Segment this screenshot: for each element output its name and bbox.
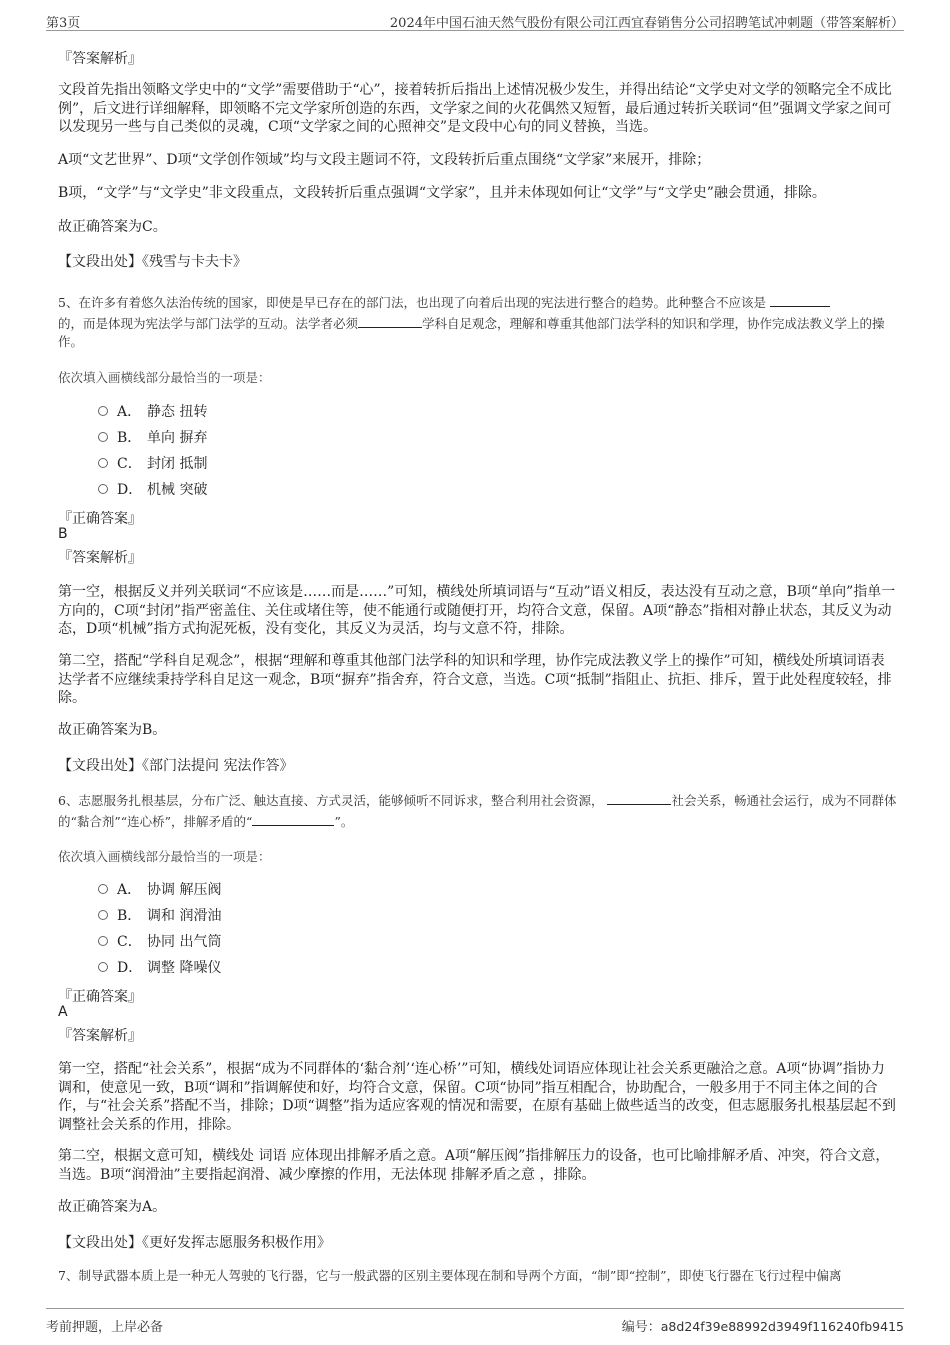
q5-instruction: 依次填入画横线部分最恰当的一项是： xyxy=(58,370,271,385)
q6-source: 【文段出处】《更好发挥志愿服务积极作用》 xyxy=(58,1235,331,1251)
q5-stem xyxy=(58,292,898,352)
q5-stem-part1: 5、在许多有着悠久法治传统的国家，即使是早已存在的部门法，也出现了向着后出现的宪法进行整合的趋势。此种整合不应该是 xyxy=(58,295,766,310)
q4-conclusion: 故正确答案为C。 xyxy=(58,219,167,235)
q7-stem: 7、制导武器本质上是一种无人驾驶的飞行器，它与一般武器的区别主要体现在制和导两个方面，“制”即“控制”，即使飞行器在飞行过程中偏离 xyxy=(58,1268,842,1283)
q6-stem-part2: 社会关系，畅通社会运行，成为不同群体的“黏合剂”“连心桥”，排解矛盾的“ xyxy=(58,793,897,829)
q6-blank-2 xyxy=(252,811,334,826)
q6-analysis-p1: 第一空，搭配“社会关系”，根据“成为不同群体的‘黏合剂’‘连心桥’”可知，横线处词语应体现让社会关系更融洽之意。A项“协调”指协力调和，使意见一致，B项“调和”指调解使和好，均符合文意，保留。C项“协同”指互相配合，协助配合，一般多用于不同主体之间的合作，与“社会关系”搭配不当，排除；D项“调整”指为适应客观的情况和需要，在原有基础上做些适当的改变，但志愿服务扎根基层起不到调整社会关系的作用，排除。 xyxy=(58,1061,896,1133)
document-title: 2024年中国石油天然气股份有限公司江西宜春销售分公司招聘笔试冲刺题（带答案解析） xyxy=(389,16,904,31)
q5-stem-part2: 的，而是体现为宪法学与部门法学的互动。法学者必须 xyxy=(58,315,359,331)
radio-icon[interactable] xyxy=(98,458,108,468)
radio-icon[interactable] xyxy=(98,432,108,442)
radio-icon[interactable] xyxy=(98,936,108,946)
option-letter: A． xyxy=(117,404,142,420)
option-text: 机械 突破 xyxy=(147,482,208,498)
q5-blank-1 xyxy=(770,292,830,307)
radio-icon[interactable] xyxy=(98,962,108,972)
q6-option-a[interactable] xyxy=(98,879,221,899)
q4-analysis-tag: 『答案解析』 xyxy=(58,51,142,67)
q6-analysis-tag: 『答案解析』 xyxy=(58,1028,142,1044)
option-letter: C． xyxy=(117,934,142,950)
q6-stem-part1: 6、志愿服务扎根基层，分布广泛、触达直接、方式灵活，能够倾听不同诉求，整合利用社会资源， xyxy=(58,793,604,808)
option-text: 协调 解压阀 xyxy=(147,882,222,898)
radio-icon[interactable] xyxy=(98,484,108,494)
q5-analysis-tag: 『答案解析』 xyxy=(58,550,142,566)
q5-analysis-p2: 第二空，搭配“学科自足观念”，根据“理解和尊重其他部门法学科的知识和学理，协作完成法教义学上的操作”可知，横线处所填词语表达学者不应继续秉持学科自足这一观念，B项“摒弃”指舍弃，符合文意，当选。C项“抵制”指阻止、抗拒、排斥，置于此处程度较轻，排除。 xyxy=(58,653,892,706)
q5-option-b[interactable] xyxy=(98,427,207,447)
radio-icon[interactable] xyxy=(98,910,108,920)
q5-stem-part3: 学科自足观念，理解和尊重其他部门法学科的知识和学理，协作完成法教义学上的操作。 xyxy=(58,315,885,349)
q5-option-c[interactable] xyxy=(98,453,207,473)
q5-correct-tag: 『正确答案』 xyxy=(58,511,142,527)
option-text: 静态 扭转 xyxy=(147,404,208,420)
option-text: 单向 摒弃 xyxy=(147,430,208,446)
q6-blank-1 xyxy=(607,790,671,805)
page-number: 第3页 xyxy=(46,16,81,31)
option-letter: D． xyxy=(117,960,143,976)
option-letter: B． xyxy=(117,430,142,446)
q6-answer: A xyxy=(58,1004,68,1020)
option-text: 封闭 抵制 xyxy=(147,456,208,472)
q5-conclusion: 故正确答案为B。 xyxy=(58,722,167,738)
option-letter: B． xyxy=(117,908,142,924)
q5-answer: B xyxy=(58,526,68,542)
q6-analysis-p2: 第二空，根据文意可知，横线处 词语 应体现出排解矛盾之意。A项“解压阀”指排解压力的设备，也可比喻排解矛盾、冲突，符合文意，当选。B项“润滑油”主要指起润滑、减少摩擦的作用，无法体现 排解矛盾之意 ，排除。 xyxy=(58,1148,890,1183)
footer-code-value: a8d24f39e88992d3949f116240fb9415 xyxy=(660,1319,904,1334)
q6-option-d[interactable] xyxy=(98,957,221,977)
q6-correct-tag: 『正确答案』 xyxy=(58,989,142,1005)
q5-analysis-p1: 第一空，根据反义并列关联词“不应该是……而是……”可知，横线处所填词语与“互动”语义相反，表达没有互动之意，B项“单向”指单一方向的，C项“封闭”指严密盖住、关住或堵住等，使不能通行或随便打开，均符合文意，保留。A项“静态”指相对静止状态，其反义为动态，D项“机械”指方式拘泥死板，没有变化，其反义为灵活，均与文意不符，排除。 xyxy=(58,584,896,637)
q6-option-b[interactable] xyxy=(98,905,221,925)
q4-source: 【文段出处】《残雪与卡夫卡》 xyxy=(58,254,247,270)
footer-code-label: 编号： xyxy=(621,1320,661,1335)
q6-instruction: 依次填入画横线部分最恰当的一项是： xyxy=(58,849,271,864)
q6-conclusion: 故正确答案为A。 xyxy=(58,1199,167,1215)
q6-option-c[interactable] xyxy=(98,931,221,951)
q5-source: 【文段出处】《部门法提问 宪法作答》 xyxy=(58,758,294,774)
q5-blank-2 xyxy=(358,313,422,328)
radio-icon[interactable] xyxy=(98,406,108,416)
option-letter: D． xyxy=(117,482,143,498)
footer-slogan: 考前押题，上岸必备 xyxy=(46,1320,164,1335)
q4-analysis-p2: A项“文艺世界”、D项“文学创作领域”均与文段主题词不符，文段转折后重点围绕“文学家”来展开，排除； xyxy=(58,152,711,168)
page-footer xyxy=(46,1308,904,1333)
q6-stem xyxy=(58,790,898,831)
q5-option-d[interactable] xyxy=(98,479,207,499)
q6-stem-part3: ”。 xyxy=(334,813,354,829)
option-letter: C． xyxy=(117,456,142,472)
q4-analysis-p3: B项，“文学”与“文学史”非文段重点，文段转折后重点强调“文学家”，且并未体现如何让“文学”与“文学史”融会贯通，排除。 xyxy=(58,185,826,201)
q5-option-a[interactable] xyxy=(98,401,207,421)
page-header xyxy=(46,10,904,31)
option-text: 调和 润滑油 xyxy=(147,908,222,924)
option-text: 调整 降噪仪 xyxy=(147,960,222,976)
option-letter: A． xyxy=(117,882,142,898)
radio-icon[interactable] xyxy=(98,884,108,894)
option-text: 协同 出气筒 xyxy=(147,934,222,950)
q4-analysis-p1: 文段首先指出领略文学史中的“文学”需要借助于“心”，接着转折后指出上述情况极少发生，并得出结论“文学史对文学的领略完全不成比例”，后文进行详细解释，即领略不完文学家所创造的东西，文学家之间的火花偶然又短暂，最后通过转折关联词“但”强调文学家之间可以发现另一些与自己类似的灵魂，C项“文学家之间的心照神交”是文段中心句的同义替换，当选。 xyxy=(58,82,892,135)
footer-code xyxy=(622,1316,904,1335)
